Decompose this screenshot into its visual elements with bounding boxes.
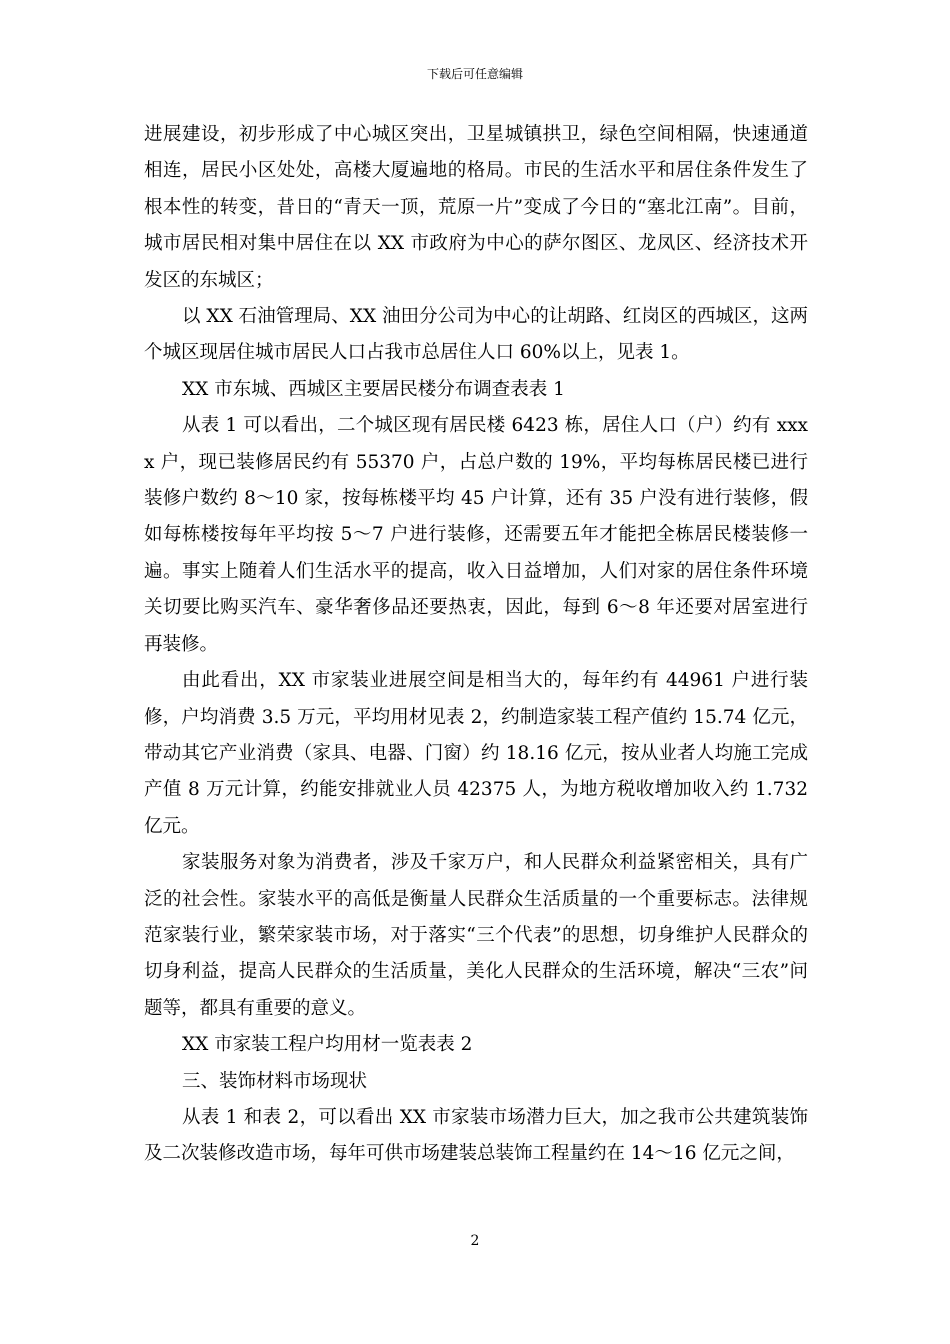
paragraph-4: 由此看出，XX 市家装业进展空间是相当大的，每年约有 44961 户进行装修，户均消费 3.5 万元，平均用材见表 2，约制造家装工程产值约 15.74 亿元，带动其它产业消费（家具、电器、门窗）约 18.16 亿元，按从业者人均施工完成产值 8 万元计算，约能安排就业人员 42375 人，为地方税收增加收入约 1.732 亿元。 [144, 670, 808, 837]
paragraph-5: 家装服务对象为消费者，涉及千家万户，和人民群众利益紧密相关，具有广泛的社会性。家装水平的高低是衡量人民群众生活质量的一个重要标志。法律规范家装行业，繁荣家装市场，对于落实“三个代表”的思想，切身维护人民群众的切身利益，提高人民群众的生活质量，美化人民群众的生活环境，解决“三农”问题等，都具有重要的意义。 [144, 852, 808, 1019]
paragraph-3: 从表 1 可以看出，二个城区现有居民楼 6423 栋，居住人口（户）约有 xxxx 户，现已装修居民约有 55370 户，占总户数的 19%，平均每栋居民楼已进行装修户数约 8～10 家，按每栋楼平均 45 户计算，还有 35 户没有进行装修，假如每栋楼按每年平均按 5～7 户进行装修，还需要五年才能把全栋居民楼装修一遍。事实上随着人们生活水平的提高，收入日益增加，人们对家的居住条件环境关切要比购买汽车、豪华奢侈品还要热衷，因此，每到 6～8 年还要对居室进行再装修。 [144, 415, 808, 655]
page-header-note: 下载后可任意编辑 [426, 67, 523, 81]
table-2-caption: XX 市家装工程户均用材一览表表 2 [182, 1034, 473, 1056]
table-1-caption: XX 市东城、西城区主要居民楼分布调查表表 1 [182, 378, 565, 400]
page-number: 2 [470, 1233, 480, 1249]
paragraph-1: 进展建设，初步形成了中心城区突出，卫星城镇拱卫，绿色空间相隔，快速通道相连，居民小区处处，高楼大厦遍地的格局。市民的生活水平和居住条件发生了根本性的转变，昔日的“青天一顶，荒原一片”变成了今日的“塞北江南”。目前，城市居民相对集中居住在以 XX 市政府为中心的萨尔图区、龙凤区、经济技术开发区的东城区； [144, 124, 808, 291]
document-body [144, 117, 808, 1173]
paragraph-2: 以 XX 石油管理局、XX 油田分公司为中心的让胡路、红岗区的西城区，这两个城区现居住城市居民人口占我市总居住人口 60%以上，见表 1。 [144, 306, 808, 364]
section-heading: 三、装饰材料市场现状 [182, 1070, 368, 1092]
paragraph-6: 从表 1 和表 2，可以看出 XX 市家装市场潜力巨大，加之我市公共建筑装饰及二次装修改造市场，每年可供市场建装总装饰工程量约在 14～16 亿元之间， [144, 1106, 808, 1165]
